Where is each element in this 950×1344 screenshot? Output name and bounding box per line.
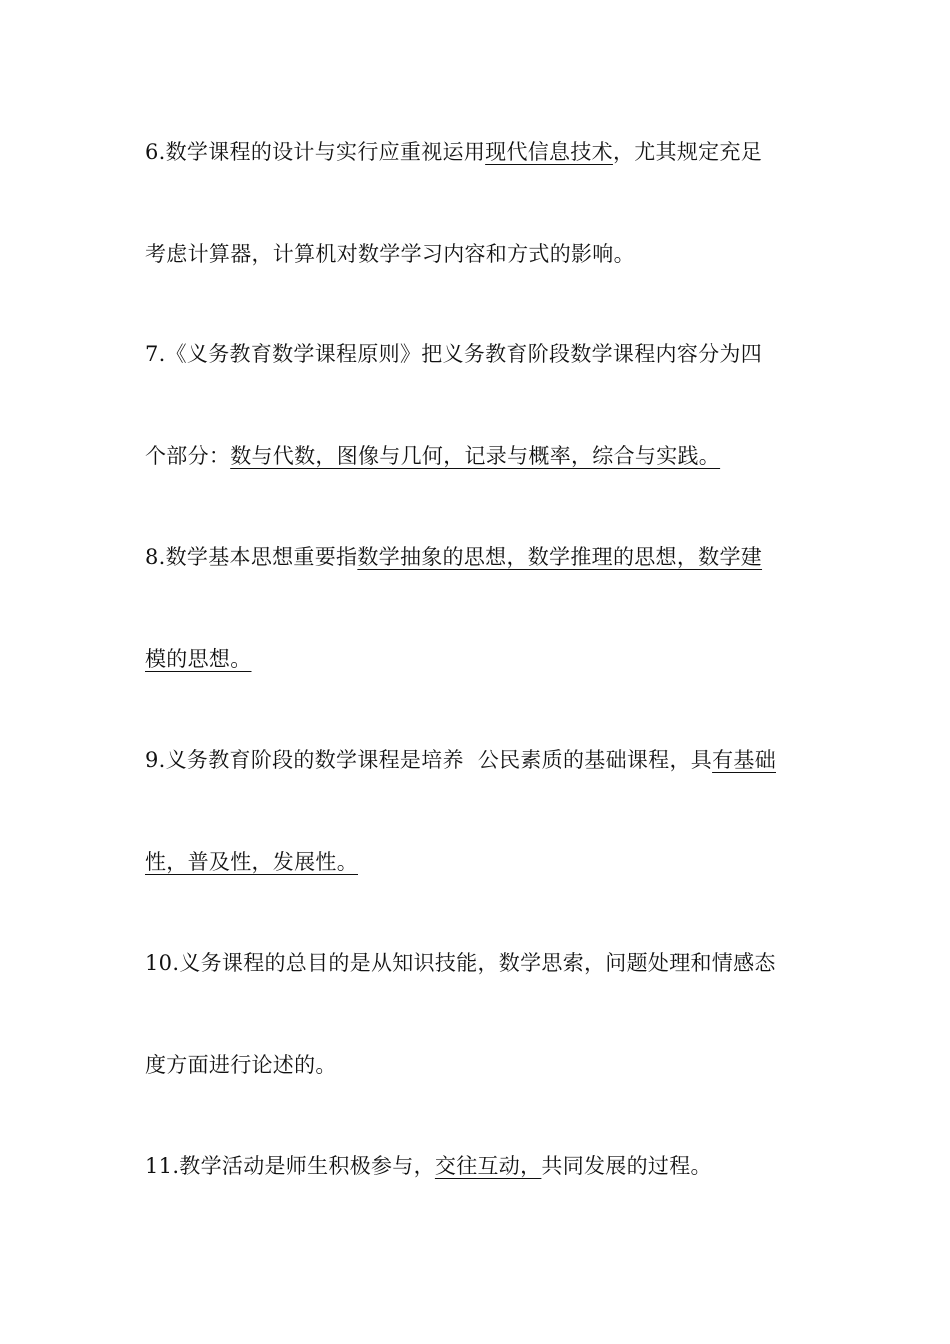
item-6-text: ，尤其规定充足	[612, 140, 763, 164]
item-7-text: 个部分：	[145, 444, 231, 468]
item-8-line-1	[145, 543, 825, 571]
item-11-text: 共同发展的过程。	[541, 1154, 712, 1178]
item-6-underlined-answer: 现代信息技术	[485, 140, 613, 164]
item-8-underlined-answer: 模的思想。	[145, 647, 252, 671]
item-8-underlined-answer: 数学抽象的思想，数学推理的思想，数学建	[357, 545, 763, 569]
item-9-underlined-answer: 性，普及性，发展性。	[145, 850, 358, 874]
item-8-line-2	[145, 645, 825, 673]
item-9-line-2	[145, 848, 825, 876]
item-9-text: 9.义务教育阶段的数学课程是培养 公民素质的基础课程，具	[145, 748, 713, 772]
item-9-line-1	[145, 746, 825, 774]
item-6-line-1	[145, 138, 825, 166]
item-8-text: 8.数学基本思想重要指	[145, 545, 358, 569]
item-10-line-1	[145, 949, 825, 977]
item-10-line-2	[145, 1051, 825, 1079]
item-10-text: 度方面进行论述的。	[145, 1053, 337, 1077]
item-6-text: 考虑计算器，计算机对数学学习内容和方式的影响。	[145, 242, 635, 266]
item-7-text: 7.《义务教育数学课程原则》把义务教育阶段数学课程内容分为四	[145, 342, 763, 366]
item-11-text: 11.教学活动是师生积极参与，	[145, 1154, 435, 1178]
item-10-text: 10.义务课程的总目的是从知识技能，数学思索，问题处理和情感态	[145, 951, 776, 975]
item-11-underlined-answer: 交往互动，	[434, 1154, 542, 1178]
item-7-underlined-answer: 数与代数，图像与几何，记录与概率，综合与实践。	[230, 444, 721, 468]
item-7-line-2	[145, 442, 825, 470]
item-9-underlined-answer: 有基础	[712, 748, 776, 772]
item-6-line-2	[145, 240, 825, 268]
item-11-line-1	[145, 1152, 825, 1180]
item-7-line-1	[145, 340, 825, 368]
item-6-text: 6.数学课程的设计与实行应重视运用	[145, 140, 486, 164]
